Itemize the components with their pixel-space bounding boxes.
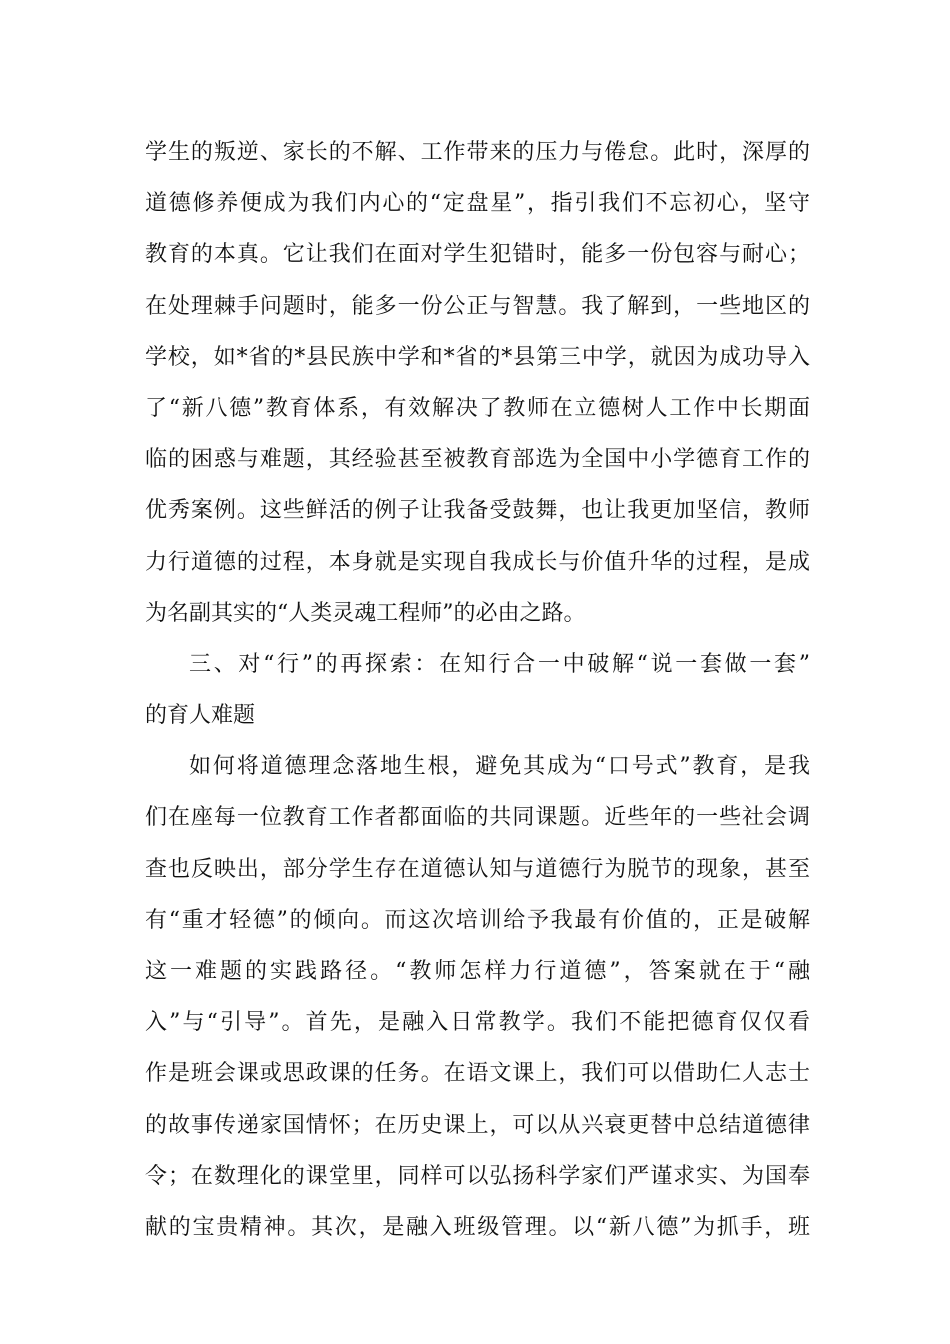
text-line: 学校，如*省的*县民族中学和*省的*县第三中学，就因为成功导入 (145, 344, 810, 370)
text-line: 了“新八德”教育体系，有效解决了教师在立德树人工作中长期面 (145, 395, 810, 421)
text-line: 作是班会课或思政课的任务。在语文课上，我们可以借助仁人志士 (145, 1061, 810, 1087)
text-line: 如何将道德理念落地生根，避免其成为“口号式”教育，是我 (189, 754, 810, 780)
text-line: 的育人难题 (145, 703, 256, 729)
text-line: 三、对“行”的再探索：在知行合一中破解“说一套做一套” (189, 651, 810, 677)
text-line: 的故事传递家国情怀；在历史课上，可以从兴衰更替中总结道德律 (145, 1112, 810, 1138)
text-line: 优秀案例。这些鲜活的例子让我备受鼓舞，也让我更加坚信，教师 (145, 498, 810, 524)
document-body (145, 127, 810, 1253)
text-line: 有“重才轻德”的倾向。而这次培训给予我最有价值的，正是破解 (145, 907, 810, 933)
text-line: 为名副其实的“人类灵魂工程师”的必由之路。 (145, 600, 586, 626)
text-line: 学生的叛逆、家长的不解、工作带来的压力与倦怠。此时，深厚的 (145, 140, 810, 165)
text-line: 这一难题的实践路径。“教师怎样力行道德”，答案就在于“融 (145, 959, 810, 984)
text-line: 献的宝贵精神。其次，是融入班级管理。以“新八德”为抓手，班 (145, 1214, 810, 1240)
text-line: 入”与“引导”。首先，是融入日常教学。我们不能把德育仅仅看 (145, 1010, 810, 1036)
text-line: 教育的本真。它让我们在面对学生犯错时，能多一份包容与耐心； (145, 242, 810, 268)
text-line: 令；在数理化的课堂里，同样可以弘扬科学家们严谨求实、为国奉 (145, 1163, 810, 1189)
text-line: 道德修养便成为我们内心的“定盘星”，指引我们不忘初心，坚守 (145, 191, 810, 217)
text-line: 临的困惑与难题，其经验甚至被教育部选为全国中小学德育工作的 (145, 447, 810, 473)
text-line: 力行道德的过程，本身就是实现自我成长与价值升华的过程，是成 (145, 549, 810, 575)
text-line: 们在座每一位教育工作者都面临的共同课题。近些年的一些社会调 (145, 805, 810, 831)
text-line: 在处理棘手问题时，能多一份公正与智慧。我了解到，一些地区的 (145, 293, 810, 319)
text-line: 查也反映出，部分学生存在道德认知与道德行为脱节的现象，甚至 (145, 856, 810, 882)
